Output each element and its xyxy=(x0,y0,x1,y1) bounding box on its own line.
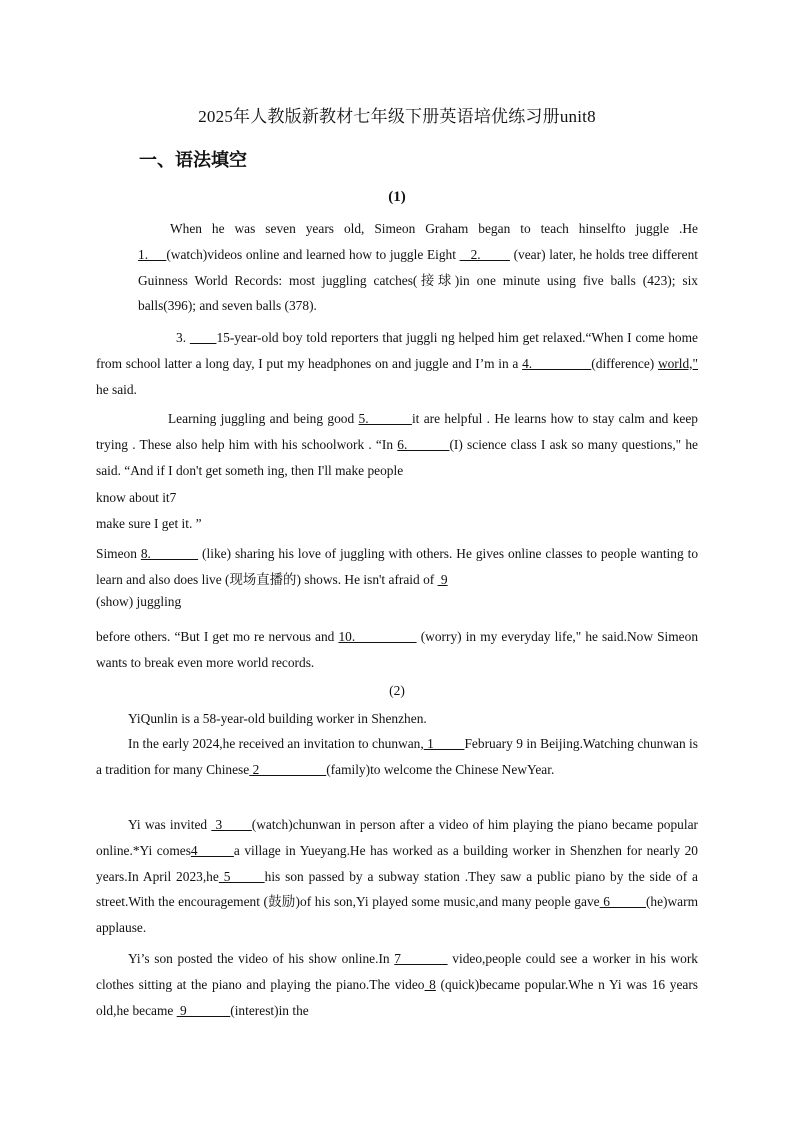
blank-3: 3 xyxy=(211,817,252,832)
text: Yi was invited xyxy=(128,817,212,832)
text: In the early 2024,he received an invitation to chunwan, xyxy=(128,736,424,751)
document-title: 2025年人教版新教材七年级下册英语培优练习册unit8 xyxy=(198,107,596,126)
part1-label: (1) xyxy=(388,189,406,205)
blank-1: 1 xyxy=(423,736,465,751)
text: (watch)chunwan in person after a video of him playing the piano became popular online.*Yi comes xyxy=(96,817,698,858)
part2-paragraph-2 xyxy=(96,731,698,783)
blank-7: 7 xyxy=(394,951,448,966)
text: 3. xyxy=(176,330,190,345)
text: 15-year-old boy told reporters that juggli ng helped him get relaxed.“When I come home from school latter a long day, I put my headphones on and juggle and I’m in a xyxy=(96,330,698,371)
blank-5: 5 xyxy=(218,868,265,884)
text: it are helpful . He learns how to stay calm and keep trying . These also help him with his schoolwork . “In xyxy=(96,411,698,452)
blank-9: 9 xyxy=(176,1002,231,1018)
section-heading: 一、语法填空 xyxy=(139,150,247,171)
text: (worry) in my everyday life," he said.Now Simeon wants to break even more world records. xyxy=(96,629,699,670)
part1-paragraph-2 xyxy=(96,325,698,402)
part1-line-5: make sure I get it. ” xyxy=(96,516,202,531)
underlined-text: world," xyxy=(657,355,698,371)
blank-2: 2 xyxy=(249,761,327,777)
blank-8: 8. xyxy=(140,546,199,561)
part1-paragraph-6 xyxy=(96,541,698,593)
blank-9: 9 xyxy=(437,571,448,587)
text: (like) sharing his love of juggling with others. He gives online classes to people wanting to learn and also does live (现场直播的) shows. He isn't afraid of xyxy=(96,546,699,587)
blank-3 xyxy=(190,330,217,345)
part1-paragraph-3 xyxy=(96,406,698,483)
text: (family)to welcome the Chinese NewYear. xyxy=(326,761,555,777)
blank-1: 1. xyxy=(138,246,167,262)
text: before others. “But I get mo re nervous and xyxy=(96,629,339,644)
text: (vear) later, he holds tree different Guinness World Records: most juggling catches(接球)in one minute using five balls (423); six balls(396); and seven balls (378). xyxy=(138,246,699,314)
text: a village in Yueyang.He has worked as a building worker in Shenzhen for nearly 20 years.In April 2023,he xyxy=(96,842,698,884)
blank-6: 6. xyxy=(397,436,450,452)
part2-label: (2) xyxy=(389,683,405,698)
text: video,people could see a worker in his work clothes sitting at the piano and playing the piano.The video xyxy=(96,951,698,992)
text: Simeon xyxy=(96,546,141,561)
part2-paragraph-1: YiQunlin is a 58-year-old building worker in Shenzhen. xyxy=(128,711,427,726)
part2-paragraph-3 xyxy=(96,812,698,941)
part1-paragraph-1 xyxy=(138,216,698,319)
blank-4: 4 xyxy=(190,842,234,858)
text: (watch)videos online and learned how to juggle Eight xyxy=(166,246,460,262)
blank-5: 5. xyxy=(358,411,412,426)
text: February 9 in Beijing.Watching chunwan is a tradition for many Chinese xyxy=(96,736,698,777)
blank-6: 6 xyxy=(599,894,646,910)
text: (difference) xyxy=(591,355,658,371)
blank-4: 4. xyxy=(522,355,592,371)
text: he said. xyxy=(96,381,137,397)
blank-10: 10. xyxy=(338,629,417,644)
part1-paragraph-8 xyxy=(96,624,698,676)
text: (quick)became popular.Whe n Yi was 16 years old,he became xyxy=(96,976,699,1018)
blank-8: 8 xyxy=(424,976,436,992)
part1-line-7: (show) juggling xyxy=(96,594,182,609)
blank-2: 2. xyxy=(459,246,510,262)
part1-line-4: know about it7 xyxy=(96,490,177,505)
text: When he was seven years old, Simeon Graham began to teach hinselfto juggle .He xyxy=(170,221,698,236)
text: (he)warm applause. xyxy=(96,894,698,936)
text: (I) science class I ask so many questions," he said. “And if I don't get someth ing, then I'll make people xyxy=(96,436,698,478)
text: his son passed by a subway station .They saw a public piano by the side of a street.With the encouragement (鼓励)of his son,Yi played some music,and many people gave xyxy=(96,868,698,910)
text: Learning juggling and being good xyxy=(168,411,359,426)
part2-paragraph-4 xyxy=(96,946,698,1023)
text: (interest)in the xyxy=(230,1002,309,1018)
text: Yi’s son posted the video of his show online.In xyxy=(128,951,395,966)
